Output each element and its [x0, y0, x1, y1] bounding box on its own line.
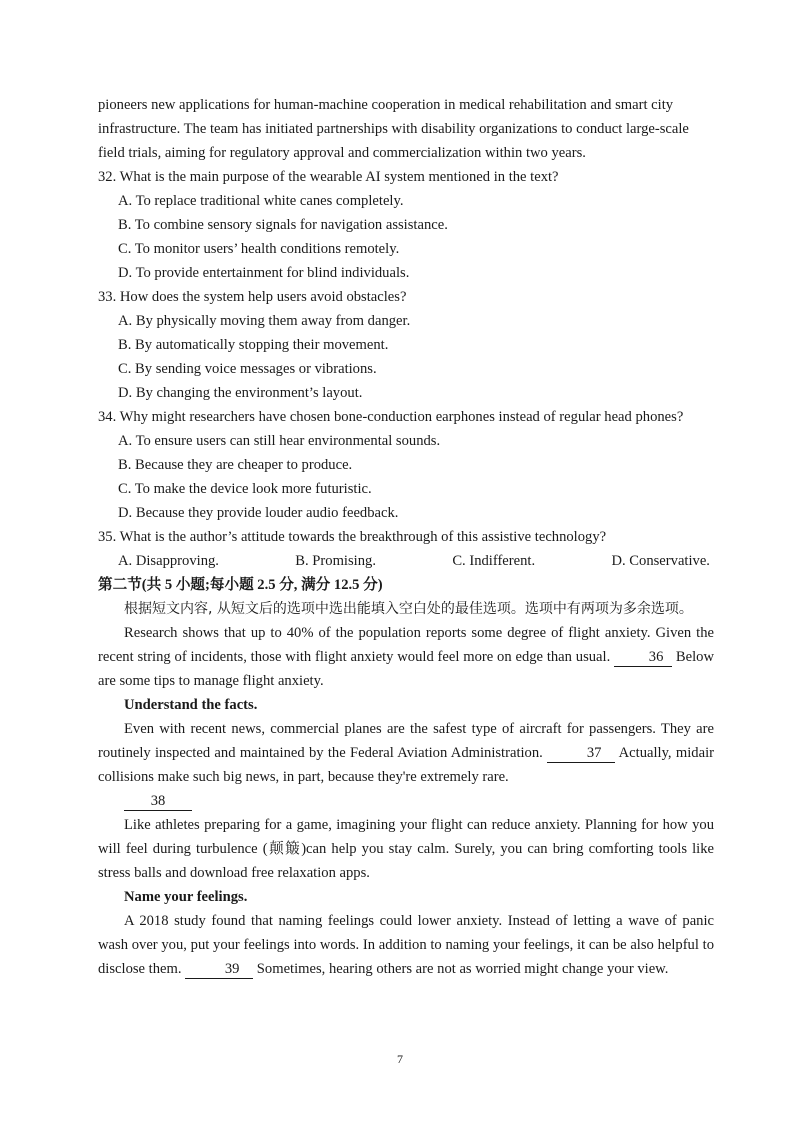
section-title: 第二节(共 5 小题;每小题 2.5 分, 满分 12.5 分) — [98, 577, 383, 593]
paragraph-text: Research shows that up to 40% of the population reports some degree of flight anxiety. Given the recent string of incidents, those with flight anxiety would feel more on edge than usual. — [98, 625, 714, 665]
question-35 — [98, 525, 714, 573]
page-number: 7 — [397, 1052, 403, 1066]
paragraph-text: Below are some tips to manage flight anxiety. — [98, 649, 714, 689]
option: D. By changing the environment’s layout. — [118, 385, 363, 401]
section-2 — [98, 573, 714, 981]
option: B. Promising. — [295, 553, 376, 569]
question-stem: 35. What is the author’s attitude towards the breakthrough of this assistive technology? — [98, 529, 607, 545]
paragraph-text: Sometimes, hearing others are not as worried might change your view. — [253, 961, 669, 977]
option: D. Because they provide louder audio feedback. — [118, 505, 399, 521]
option: A. To replace traditional white canes completely. — [118, 193, 404, 209]
option: A. To ensure users can still hear environmental sounds. — [118, 433, 441, 449]
option: D. To provide entertainment for blind individuals. — [118, 265, 410, 281]
option: D. Conservative. — [611, 553, 710, 569]
blank-38-line — [98, 789, 714, 813]
question-33 — [98, 285, 714, 405]
option: B. By automatically stopping their movement. — [118, 337, 389, 353]
section-instruction: 根据短文内容, 从短文后的选项中选出能填入空白处的最佳选项。选项中有两项为多余选项。 — [124, 601, 693, 617]
paragraph-text: A 2018 study found that naming feelings could lower anxiety. Instead of letting a wave of panic wash over you, put your feelings into words. In addition to naming your feelings, it can be also helpful to disclose them. — [98, 913, 714, 977]
question-34 — [98, 405, 714, 525]
blank-36: 36 — [614, 648, 672, 667]
paragraph-text: Even with recent news, commercial planes are the safest type of aircraft for passengers. They are routinely inspected and maintained by the Federal Aviation Administration. — [98, 721, 714, 761]
paragraph-2 — [98, 717, 714, 789]
option: C. To make the device look more futuristic. — [118, 481, 372, 497]
passage-line: infrastructure. The team has initiated partnerships with disability organizations to conduct large-scale — [98, 121, 689, 137]
blank-38: 38 — [124, 792, 192, 811]
blank-39: 39 — [185, 960, 253, 979]
question-32 — [98, 165, 714, 285]
paragraph-3: Like athletes preparing for a game, imagining your flight can reduce anxiety. Planning for how you will feel during turbulence (颠簸)can help you stay calm. Surely, you can bring comforting tools like stress balls and download free relaxation apps. — [98, 817, 714, 881]
option: C. By sending voice messages or vibrations. — [118, 361, 377, 377]
question-stem: 33. How does the system help users avoid obstacles? — [98, 289, 407, 305]
option: B. Because they are cheaper to produce. — [118, 457, 353, 473]
option: B. To combine sensory signals for navigation assistance. — [118, 217, 448, 233]
subheading-name-feelings: Name your feelings. — [124, 889, 248, 905]
option: C. To monitor users’ health conditions remotely. — [118, 241, 400, 257]
option: A. By physically moving them away from danger. — [118, 313, 411, 329]
paragraph-text: Actually, midair collisions make such big news, in part, because they're extremely rare. — [98, 745, 714, 785]
paragraph-1 — [98, 621, 714, 693]
blank-37: 37 — [547, 744, 615, 763]
option-row — [98, 549, 714, 573]
passage-line: field trials, aiming for regulatory approval and commercialization within two years. — [98, 145, 586, 161]
passage-line: pioneers new applications for human-machine cooperation in medical rehabilitation and smart city — [98, 97, 674, 113]
option: C. Indifferent. — [452, 553, 536, 569]
question-stem: 34. Why might researchers have chosen bone-conduction earphones instead of regular head phones? — [98, 409, 684, 425]
subheading-understand-facts: Understand the facts. — [124, 697, 258, 713]
paragraph-4 — [98, 909, 714, 981]
option: A. Disapproving. — [118, 553, 219, 569]
question-stem: 32. What is the main purpose of the wearable AI system mentioned in the text? — [98, 169, 559, 185]
passage-tail — [98, 93, 714, 165]
